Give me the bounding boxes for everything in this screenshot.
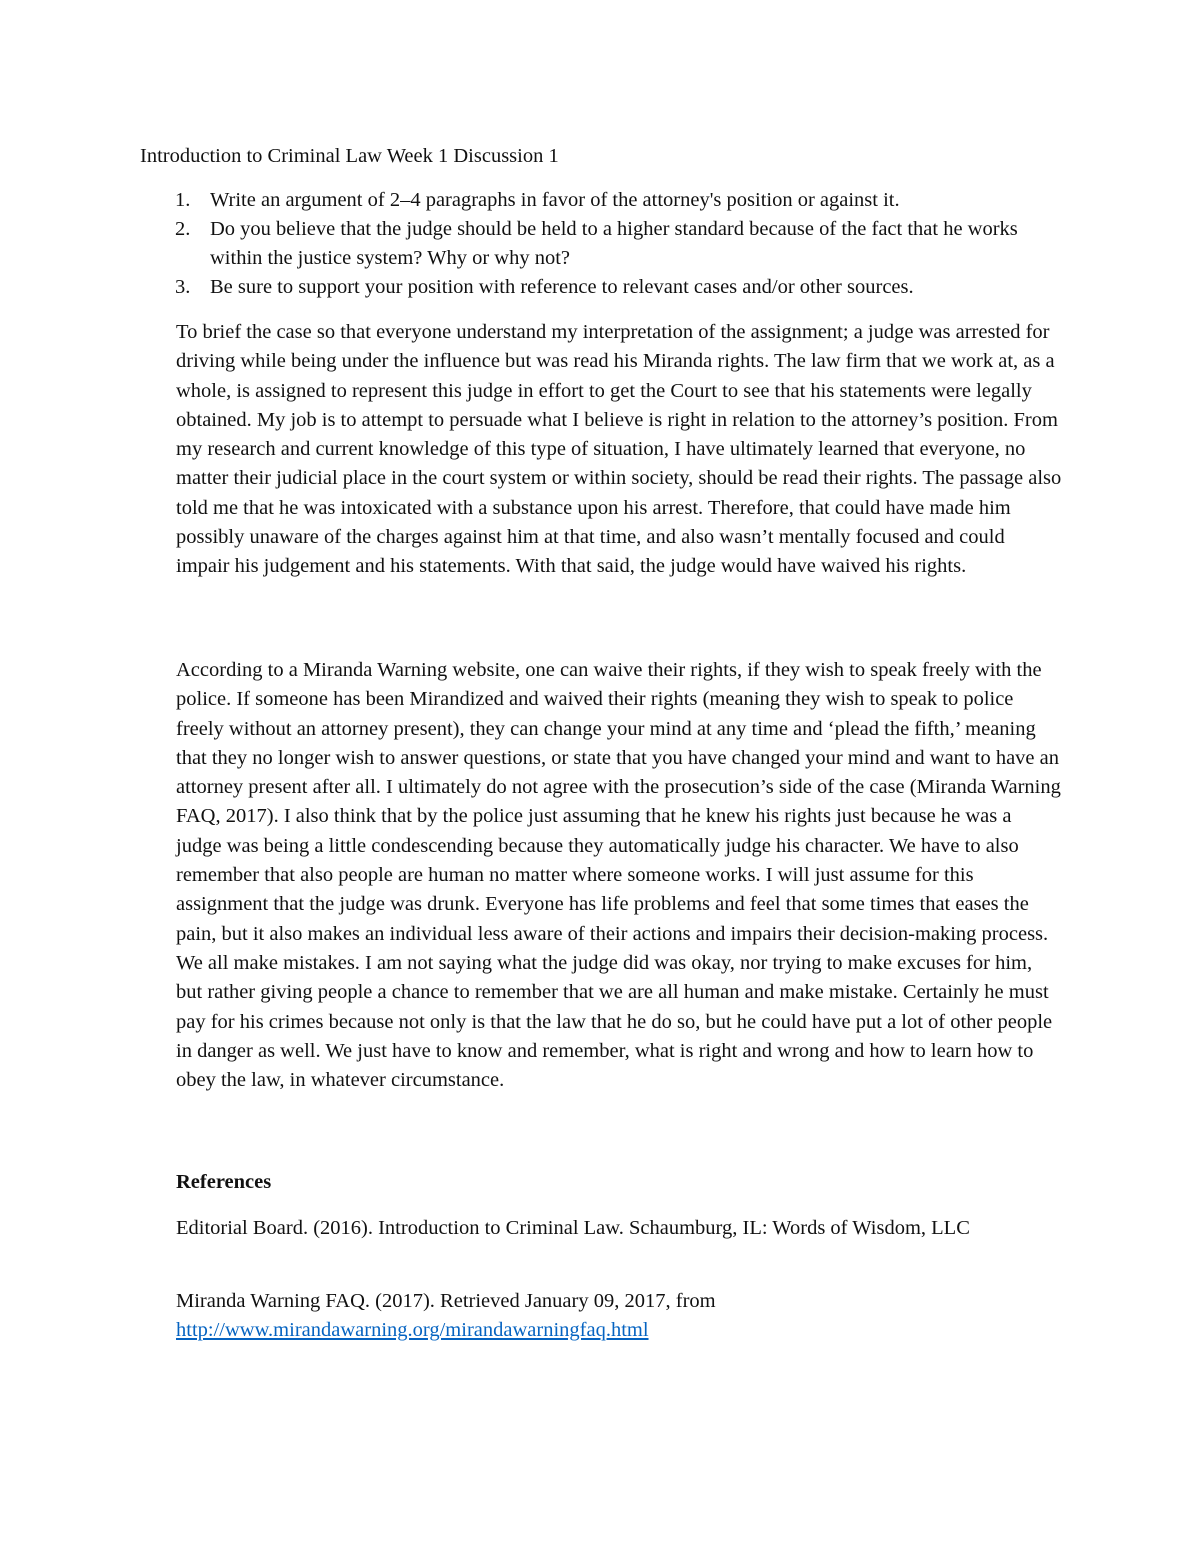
reference-link[interactable]: http://www.mirandawarning.org/mirandawarningfaq.html xyxy=(176,1319,649,1341)
question-number: 1. xyxy=(175,189,191,211)
body-paragraph-argument: According to a Miranda Warning website, one can waive their rights, if they wish to speak freely with the police. If someone has been Mirandized and waived their rights (meaning they wish to speak to police freely without an attorney present), they can change your mind at any time and ‘plead the fifth,’ meaning that they no longer wish to answer questions, or state that you have changed your mind and want to have an attorney present after all. I ultimately do not agree with the prosecution’s side of the case (Miranda Warning FAQ, 2017). I also think that by the police just assuming that he knew his rights just because he was a judge was being a little condescending because they automatically judge his character. We have to also remember that also people are human no matter where someone works. I will just assume for this assignment that the judge was drunk. Everyone has life problems and feel that some times that eases the pain, but it also makes an individual less aware of their actions and impairs their decision-making process. We all make mistakes. I am not saying what the judge did was okay, nor trying to make excuses for him, but rather giving people a chance to remember that we are all human and make mistake. Certainly he must pay for his crimes because not only is that the law that he do so, but he could have put a lot of other people in danger as well. We just have to know and remember, what is right and wrong and how to learn how to obey the law, in whatever circumstance. xyxy=(176,659,1061,1092)
document-title: Introduction to Criminal Law Week 1 Discussion 1 xyxy=(140,145,559,167)
question-text: Be sure to support your position with reference to relevant cases and/or other sources. xyxy=(210,276,914,298)
question-item xyxy=(140,186,1060,215)
references-heading: References xyxy=(176,1171,272,1193)
reference-entry-editorial-board: Editorial Board. (2016). Introduction to Criminal Law. Schaumburg, IL: Words of Wisdom, LLC xyxy=(176,1217,970,1239)
question-text: Do you believe that the judge should be held to a higher standard because of the fact that he works within the justice system? Why or why not? xyxy=(210,218,1018,269)
question-item xyxy=(140,215,1060,273)
reference-entry-text: Miranda Warning FAQ. (2017). Retrieved January 09, 2017, from xyxy=(176,1290,716,1312)
assignment-questions xyxy=(140,186,1060,302)
question-text: Write an argument of 2–4 paragraphs in favor of the attorney's position or against it. xyxy=(210,189,900,211)
reference-entry-miranda-faq xyxy=(176,1287,1062,1345)
question-number: 3. xyxy=(175,276,191,298)
body-paragraph-case-brief: To brief the case so that everyone understand my interpretation of the assignment; a judge was arrested for driving while being under the influence but was read his Miranda rights. The law firm that we work at, as a whole, is assigned to represent this judge in effort to get the Court to see that his statements were legally obtained. My job is to attempt to persuade what I believe is right in relation to the attorney’s position. From my research and current knowledge of this type of situation, I have ultimately learned that everyone, no matter their judicial place in the court system or within society, should be read their rights. The passage also told me that he was intoxicated with a substance upon his arrest. Therefore, that could have made him possibly unaware of the charges against him at that time, and also wasn’t mentally focused and could impair his judgement and his statements. With that said, the judge would have waived his rights. xyxy=(176,321,1062,578)
question-item xyxy=(140,273,1060,302)
question-number: 2. xyxy=(175,218,191,240)
